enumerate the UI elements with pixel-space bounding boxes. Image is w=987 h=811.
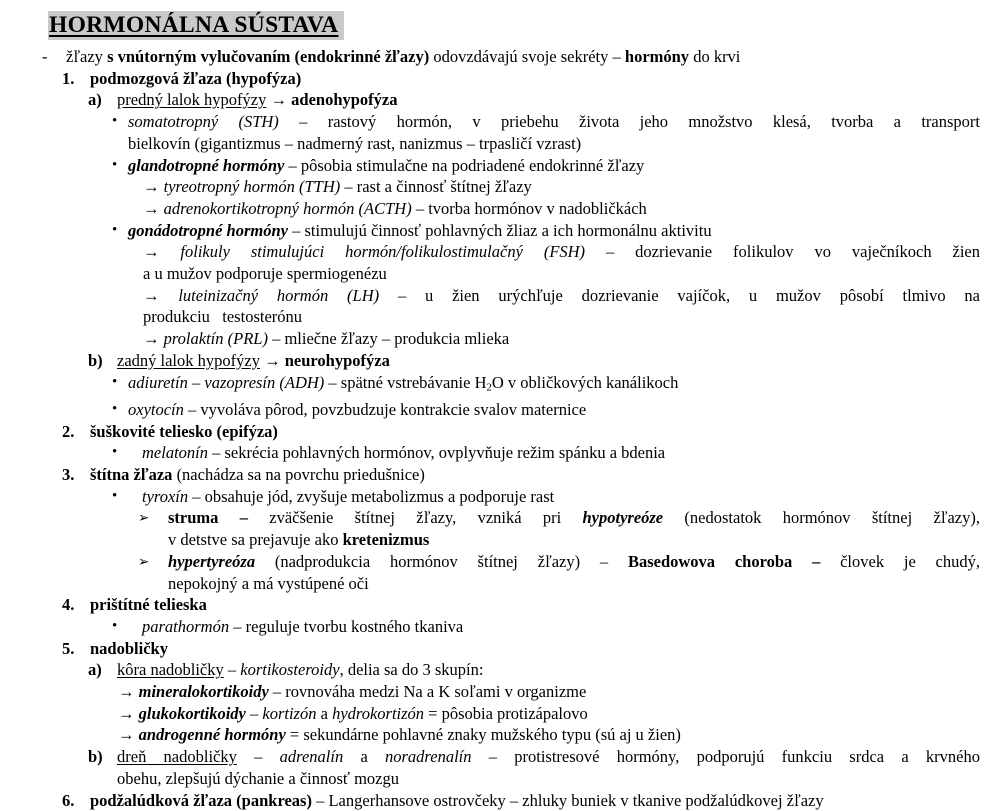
text-segment: adrenokortikotropný hormón (ACTH) — [163, 198, 412, 218]
text-segment: kretenizmus — [342, 530, 430, 550]
letter-marker: b) — [88, 747, 103, 767]
text-segment: hypertyreóza — [168, 551, 256, 571]
text-segment: s vnútorným vylučovaním (endokrinné žľazy) — [107, 47, 430, 66]
text-segment: neurohypofýza — [284, 350, 390, 370]
text-segment: predný lalok hypofýzy — [117, 90, 267, 110]
text-segment: adenohypofýza — [291, 90, 398, 110]
text-segment: zväčšenie štítnej žľazy, vzniká pri — [247, 508, 583, 528]
document-body — [0, 46, 980, 811]
doc-text-line — [90, 594, 980, 616]
letter-marker: b) — [88, 350, 103, 370]
text-segment: hormóny — [624, 47, 690, 66]
doc-line — [0, 703, 980, 725]
doc-text-line — [142, 486, 980, 508]
doc-text-line — [90, 421, 980, 443]
doc-line — [0, 198, 980, 220]
letter-marker: a) — [88, 660, 102, 680]
text-segment: do krvi — [689, 47, 741, 66]
text-segment: → — [143, 329, 164, 349]
doc-line — [0, 372, 980, 399]
text-segment: → — [259, 350, 285, 370]
text-segment: glukokortikoidy — [138, 703, 246, 723]
text-segment: = pôsobia protizápalovo — [424, 703, 588, 723]
doc-text-line — [117, 89, 980, 111]
text-segment: prolaktín (PRL) — [163, 329, 268, 349]
text-segment: → — [143, 198, 164, 218]
doc-text-line — [142, 616, 980, 638]
doc-text-line — [143, 306, 980, 328]
text-segment: a — [316, 703, 333, 723]
doc-line — [0, 285, 980, 328]
doc-text-line — [117, 659, 980, 681]
text-segment: kortikosteroidy — [240, 660, 340, 680]
document-page — [0, 11, 987, 810]
text-segment: nepokojný a má vystúpené oči — [168, 573, 369, 593]
text-segment: – rovnováha medzi Na a K soľami v organizme — [268, 682, 587, 702]
text-segment: (nedostatok hormónov štítnej žľazy), — [663, 508, 981, 528]
text-segment: – protistresové hormóny, podporujú funkciu srdca a krvného — [471, 747, 981, 767]
text-segment: – sekrécia pohlavných hormónov, ovplyvňuje režim spánku a bdenia — [208, 443, 666, 463]
page-title — [48, 11, 987, 40]
bullet-icon: • — [112, 444, 118, 461]
doc-text-line — [117, 350, 980, 372]
doc-line — [0, 746, 980, 789]
number-marker: 6. — [62, 790, 75, 810]
doc-text-line — [128, 399, 980, 421]
text-segment: → — [118, 703, 139, 723]
text-segment: podmozgová žľaza (hypofýza) — [90, 68, 302, 88]
doc-line — [0, 220, 980, 242]
text-segment: produkciu testosterónu — [143, 307, 303, 327]
doc-line — [0, 681, 980, 703]
text-segment: (nachádza sa na povrchu priedušnice) — [172, 465, 425, 485]
doc-text-line — [128, 133, 980, 155]
text-segment: odovzdávajú svoje sekréty – — [429, 47, 625, 66]
doc-line — [0, 399, 980, 421]
doc-text-line — [118, 703, 980, 725]
doc-line — [0, 486, 980, 508]
doc-text-line — [128, 372, 980, 399]
doc-text-line — [168, 507, 980, 529]
text-segment: človek je chudý, — [820, 551, 981, 571]
text-segment: – — [223, 660, 241, 680]
text-segment: parathormón — [142, 616, 230, 636]
doc-text-line — [118, 724, 980, 746]
text-segment: O v obličkových kanálikoch — [491, 372, 679, 392]
text-segment: somatotropný (STH) — [128, 112, 279, 132]
text-segment: struma – — [168, 508, 248, 528]
bullet-icon: • — [112, 400, 118, 417]
dash-marker: - — [42, 47, 48, 66]
text-segment: štítna žľaza — [90, 465, 173, 485]
text-segment: androgenné hormóny — [138, 725, 286, 745]
text-segment: – u žien urýchľuje dozrievanie vajíčok, u mužov pôsobí tlmivo na — [379, 285, 981, 305]
text-segment: – pôsobia stimulačne na podriadené endokrinné žľazy — [284, 155, 645, 175]
doc-line — [0, 594, 980, 616]
doc-text-line — [90, 68, 980, 90]
text-segment: adrenalín — [279, 747, 344, 767]
number-marker: 3. — [62, 465, 75, 485]
doc-text-line — [90, 464, 980, 486]
text-segment: 2 — [486, 381, 492, 394]
doc-line — [0, 350, 980, 372]
doc-line — [0, 155, 980, 177]
doc-line — [0, 442, 980, 464]
doc-line — [0, 790, 980, 811]
doc-text-line — [143, 241, 980, 263]
doc-text-line — [168, 529, 980, 551]
text-segment: zadný lalok hypofýzy — [117, 350, 260, 370]
text-segment: – reguluje tvorbu kostného tkaniva — [229, 616, 464, 636]
arrowhead-icon: ➢ — [138, 510, 150, 527]
doc-line — [0, 464, 980, 486]
doc-line — [0, 46, 980, 68]
text-segment: v detstve sa prejavuje ako — [168, 530, 343, 550]
text-segment: obehu, zlepšujú dýchanie a činnosť mozgu — [117, 768, 399, 788]
doc-text-line — [128, 155, 980, 177]
text-segment: kôra nadobličky — [117, 660, 224, 680]
doc-line — [0, 638, 980, 660]
number-marker: 4. — [62, 595, 75, 615]
text-segment: → — [266, 90, 292, 110]
doc-line — [0, 616, 980, 638]
text-segment: melatonín — [142, 443, 208, 463]
text-segment: žľazy — [66, 47, 108, 66]
bullet-icon: • — [112, 221, 118, 238]
doc-line — [0, 659, 980, 681]
text-segment: , delia sa do 3 skupín: — [339, 660, 484, 680]
doc-text-line — [128, 111, 980, 133]
text-segment: dreň nadobličky — [117, 747, 237, 767]
text-segment: luteinizačný hormón (LH) — [178, 285, 380, 305]
doc-line — [0, 111, 980, 154]
text-segment: a u mužov podporuje spermiogenézu — [143, 264, 387, 284]
doc-line — [0, 421, 980, 443]
bullet-icon: • — [112, 113, 118, 130]
text-segment: – obsahuje jód, zvyšuje metabolizmus a podporuje rast — [188, 486, 555, 506]
text-segment: podžalúdková žľaza (pankreas) — [90, 790, 312, 810]
text-segment: adiuretín – vazopresín (ADH) — [128, 372, 325, 392]
text-segment: – spätné vstrebávanie H — [324, 372, 487, 392]
doc-text-line — [66, 46, 980, 68]
doc-text-line — [143, 176, 980, 198]
doc-text-line — [142, 442, 980, 464]
text-segment: → — [143, 177, 164, 197]
text-segment: hydrokortizón — [332, 703, 425, 723]
text-segment: → — [143, 285, 179, 305]
text-segment: – dozrievanie folikulov vo vaječníkoch žien — [585, 242, 980, 262]
text-segment: hypotyreóze — [582, 508, 664, 528]
text-segment: – rast a činnosť štítnej žľazy — [340, 177, 532, 197]
doc-text-line — [143, 285, 980, 307]
text-segment: – rastový hormón, v priebehu života jeho množstvo klesá, tvorba a transport — [278, 112, 980, 132]
text-segment: – stimulujú činnosť pohlavných žliaz a ich hormonálnu aktivitu — [288, 220, 712, 240]
text-segment: – tvorba hormónov v nadobličkách — [411, 198, 647, 218]
text-segment: prištítné telieska — [90, 595, 207, 615]
doc-text-line — [168, 573, 980, 595]
doc-line — [0, 68, 980, 90]
doc-text-line — [117, 768, 980, 790]
number-marker: 1. — [62, 68, 75, 88]
text-segment: – mliečne žľazy – produkcia mlieka — [267, 329, 510, 349]
number-marker: 5. — [62, 638, 75, 658]
bullet-icon: • — [112, 487, 118, 504]
text-segment: – — [236, 747, 280, 767]
arrowhead-icon: ➢ — [138, 553, 150, 570]
text-segment: – Langerhansove ostrovčeky – zhluky buniek v tkanive podžalúdkovej žľazy — [311, 790, 824, 810]
doc-text-line — [118, 681, 980, 703]
doc-text-line — [117, 746, 980, 768]
doc-text-line — [143, 263, 980, 285]
bullet-icon: • — [112, 156, 118, 173]
text-segment: → — [118, 725, 139, 745]
bullet-icon: • — [112, 373, 118, 390]
doc-line — [0, 89, 980, 111]
text-segment: glandotropné hormóny — [128, 155, 285, 175]
text-segment: tyroxín — [142, 486, 189, 506]
text-segment: → — [118, 682, 139, 702]
text-segment: tyreotropný hormón (TTH) — [163, 177, 341, 197]
doc-line — [0, 328, 980, 350]
bullet-icon: • — [112, 617, 118, 634]
text-segment: oxytocín — [128, 399, 184, 419]
text-segment: bielkovín (gigantizmus – nadmerný rast, nanizmus – trpasličí vzrast) — [128, 133, 582, 153]
text-segment: Basedowova choroba – — [627, 551, 821, 571]
doc-text-line — [143, 328, 980, 350]
text-segment: noradrenalín — [385, 747, 472, 767]
text-segment: (nadprodukcia hormónov štítnej žľazy) – — [255, 551, 628, 571]
text-segment: = sekundárne pohlavné znaky mužského typu (sú aj u žien) — [285, 725, 681, 745]
text-segment: folikuly stimulujúci hormón/folikulostimulačný (FSH) — [180, 242, 586, 262]
doc-line — [0, 176, 980, 198]
doc-text-line — [90, 638, 980, 660]
doc-text-line — [90, 790, 980, 811]
number-marker: 2. — [62, 421, 75, 441]
letter-marker: a) — [88, 90, 102, 110]
doc-text-line — [168, 551, 980, 573]
doc-line — [0, 724, 980, 746]
text-segment: mineralokortikoidy — [138, 682, 269, 702]
text-segment: – — [245, 703, 263, 723]
text-segment: kortizón — [262, 703, 317, 723]
text-segment: nadobličky — [90, 638, 168, 658]
text-segment: gonádotropné hormóny — [128, 220, 288, 240]
text-segment: – vyvoláva pôrod, povzbudzuje kontrakcie svalov maternice — [183, 399, 587, 419]
doc-line — [0, 241, 980, 284]
text-segment: šuškovité teliesko (epifýza) — [90, 421, 278, 441]
text-segment: → — [143, 242, 181, 262]
doc-line — [0, 507, 980, 550]
text-segment: a — [343, 747, 386, 767]
doc-line — [0, 551, 980, 594]
page-title-highlight: HORMONÁLNA SÚSTAVA — [48, 11, 344, 40]
doc-text-line — [128, 220, 980, 242]
doc-text-line — [143, 198, 980, 220]
